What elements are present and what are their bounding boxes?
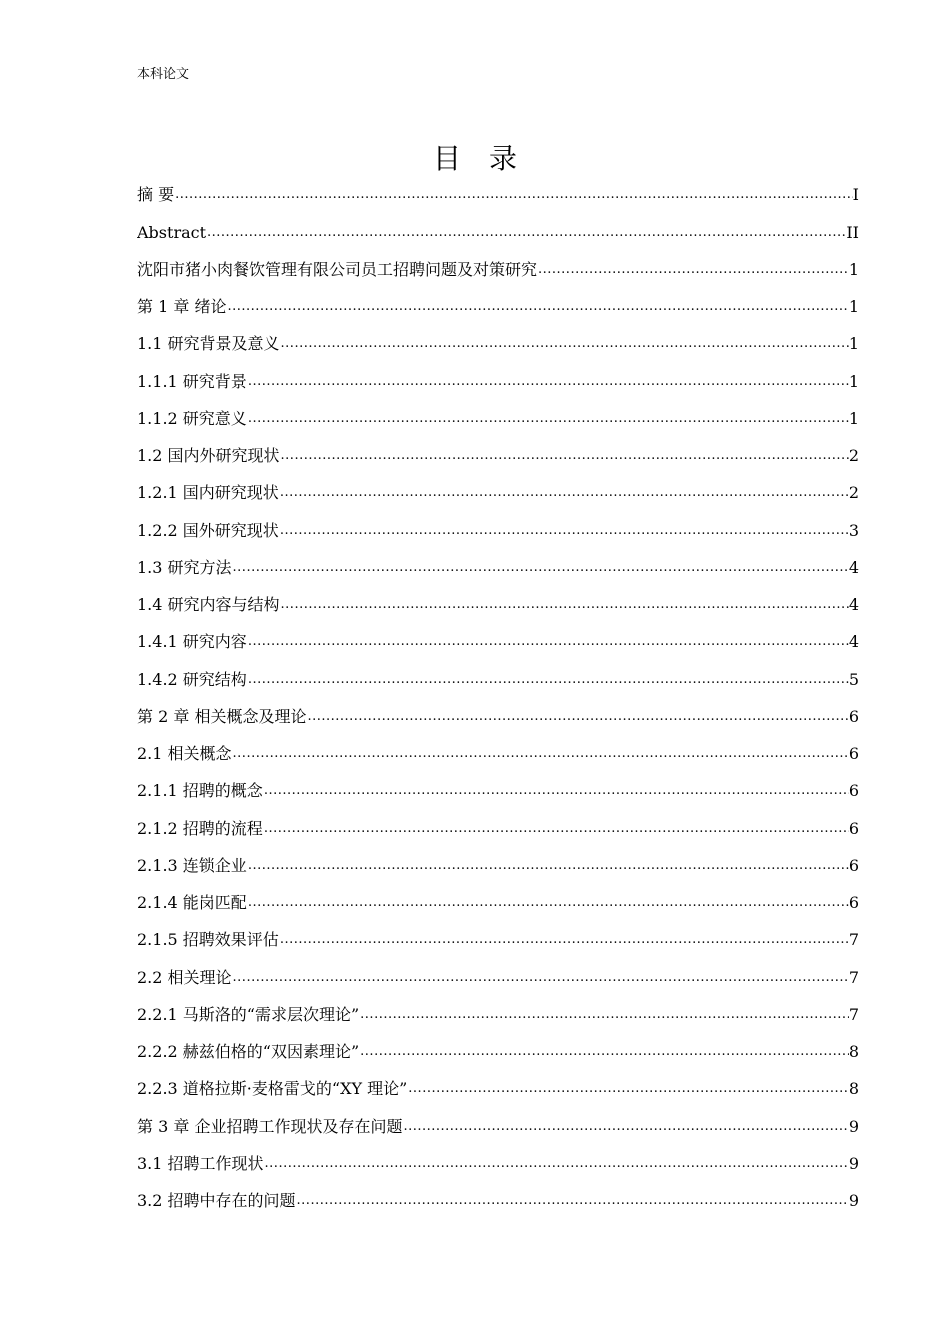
toc-leader <box>232 549 849 586</box>
toc-entry[interactable] <box>137 660 859 697</box>
toc-entry-page: 8 <box>848 1042 859 1061</box>
toc-entry-page: 6 <box>848 818 859 838</box>
toc-entry-text: 1.2.2 国外研究现状 <box>137 520 279 540</box>
toc-leader <box>407 1070 849 1107</box>
toc-entry-page: 7 <box>848 1004 859 1024</box>
toc-entry-page: 7 <box>848 967 859 987</box>
toc-entry-page: 6 <box>848 744 859 763</box>
page-header: 本科论文 <box>137 67 190 82</box>
toc-entry[interactable] <box>137 847 859 884</box>
toc-entry-page: 6 <box>848 781 859 801</box>
toc-entry-page: 9 <box>848 1116 859 1136</box>
toc-entry-text: 第 3 章 企业招聘工作现状及存在问题 <box>137 1116 403 1136</box>
toc-leader <box>306 698 848 735</box>
toc-entry-page: 1 <box>848 259 859 279</box>
toc-leader <box>232 959 849 996</box>
toc-entry-text: 2.2.1 马斯洛的“需求层次理论” <box>137 1004 360 1024</box>
toc-entry[interactable] <box>137 288 859 325</box>
toc-entry[interactable] <box>137 511 859 548</box>
toc-leader <box>232 735 849 772</box>
toc-leader <box>206 214 846 251</box>
toc-entry-page: 1 <box>848 408 859 428</box>
toc-entry-page: 8 <box>848 1079 859 1099</box>
toc-leader <box>279 474 849 511</box>
toc-entry-page: 9 <box>848 1191 859 1210</box>
toc-entry[interactable] <box>137 809 859 846</box>
toc-entry[interactable] <box>137 772 859 809</box>
toc-entry-text: 2.1.3 连锁企业 <box>137 855 247 875</box>
toc-entry-text: 1.4.1 研究内容 <box>137 632 247 652</box>
toc-leader <box>263 772 849 809</box>
toc-leader <box>264 1145 849 1182</box>
toc-entry-page: 9 <box>848 1153 859 1173</box>
toc-entry[interactable] <box>137 1182 859 1219</box>
toc-entry-text: 2.1.1 招聘的概念 <box>137 781 263 801</box>
toc-entry[interactable] <box>137 1107 859 1144</box>
toc-leader <box>296 1182 849 1219</box>
toc-entry[interactable] <box>137 1070 859 1107</box>
toc-entry-text: 1.1.1 研究背景 <box>137 371 247 391</box>
toc-entry-text: 摘 要 <box>137 185 175 205</box>
toc-entry[interactable] <box>137 996 859 1033</box>
toc-leader <box>247 623 849 660</box>
toc-leader <box>247 884 849 921</box>
toc-entry-page: I <box>852 185 859 205</box>
toc-entry[interactable] <box>137 958 859 995</box>
toc-list <box>137 176 859 1219</box>
toc-leader <box>247 400 849 437</box>
toc-entry-text: 2.2.3 道格拉斯·麦格雷戈的“XY 理论” <box>137 1079 408 1099</box>
toc-entry-text: 第 2 章 相关概念及理论 <box>137 706 307 726</box>
toc-entry-page: 1 <box>848 297 859 316</box>
toc-leader <box>537 251 849 288</box>
toc-leader <box>263 810 849 847</box>
toc-leader <box>402 1108 848 1145</box>
toc-entry[interactable] <box>137 884 859 921</box>
toc-entry-text: 2.1.5 招聘效果评估 <box>137 930 279 950</box>
toc-entry-text: 1.3 研究方法 <box>137 557 232 577</box>
toc-entry[interactable] <box>137 735 859 772</box>
toc-entry[interactable] <box>137 474 859 511</box>
toc-entry-text: 1.4 研究内容与结构 <box>137 595 280 614</box>
toc-leader <box>280 437 849 474</box>
toc-entry-text: 第 1 章 绪论 <box>137 297 227 316</box>
toc-entry-text: 2.1.4 能岗匹配 <box>137 893 247 912</box>
toc-entry-text: 3.2 招聘中存在的问题 <box>137 1191 296 1210</box>
toc-entry-page: 2 <box>848 446 859 465</box>
toc-entry-page: 6 <box>848 855 859 875</box>
toc-entry[interactable] <box>137 921 859 958</box>
toc-entry-page: 6 <box>848 706 859 726</box>
toc-entry-text: 1.1 研究背景及意义 <box>137 334 280 354</box>
toc-title: 目录 <box>432 141 545 175</box>
toc-leader <box>174 176 853 213</box>
toc-leader <box>280 325 849 362</box>
toc-entry[interactable] <box>137 623 859 660</box>
toc-entry-page: 4 <box>848 595 859 614</box>
toc-entry-text: 2.2.2 赫兹伯格的“双因素理论” <box>137 1042 360 1061</box>
toc-entry[interactable] <box>137 586 859 623</box>
toc-entry-text: 1.1.2 研究意义 <box>137 408 247 428</box>
toc-leader <box>247 661 849 698</box>
toc-entry-text: 1.4.2 研究结构 <box>137 669 247 689</box>
toc-entry-text: 2.1.2 招聘的流程 <box>137 818 263 838</box>
toc-leader <box>247 847 849 884</box>
toc-entry-page: 5 <box>848 669 859 689</box>
toc-leader <box>359 1033 849 1070</box>
toc-entry-page: 1 <box>848 334 859 354</box>
toc-entry[interactable] <box>137 1145 859 1182</box>
toc-entry-text: 2.2 相关理论 <box>137 967 232 987</box>
toc-entry[interactable] <box>137 176 859 213</box>
toc-entry-text: 2.1 相关概念 <box>137 744 232 763</box>
toc-entry-text: 3.1 招聘工作现状 <box>137 1153 264 1173</box>
toc-leader <box>247 363 849 400</box>
toc-entry-page: 6 <box>848 893 859 912</box>
toc-entry[interactable] <box>137 549 859 586</box>
toc-entry[interactable] <box>137 251 859 288</box>
toc-leader <box>279 512 849 549</box>
toc-entry-page: 4 <box>848 632 859 652</box>
toc-leader <box>226 288 848 325</box>
toc-entry[interactable] <box>137 362 859 399</box>
toc-entry-page: 3 <box>848 520 859 540</box>
toc-entry[interactable] <box>137 1033 859 1070</box>
toc-entry[interactable] <box>137 400 859 437</box>
toc-entry-page: 1 <box>848 371 859 391</box>
toc-entry-page: 2 <box>848 483 859 503</box>
toc-entry[interactable] <box>137 213 859 250</box>
toc-leader <box>279 921 849 958</box>
toc-entry-text: 1.2.1 国内研究现状 <box>137 483 279 503</box>
toc-entry-text: 1.2 国内外研究现状 <box>137 446 280 465</box>
toc-entry-text: Abstract <box>137 222 207 242</box>
toc-entry-text: 沈阳市猪小肉餐饮管理有限公司员工招聘问题及对策研究 <box>137 259 538 279</box>
toc-entry[interactable] <box>137 437 859 474</box>
toc-entry[interactable] <box>137 698 859 735</box>
toc-entry-page: 4 <box>848 557 859 577</box>
toc-leader <box>280 586 849 623</box>
toc-entry[interactable] <box>137 325 859 362</box>
toc-entry-page: 7 <box>848 930 859 950</box>
toc-leader <box>359 996 849 1033</box>
toc-entry-page: II <box>846 222 859 242</box>
